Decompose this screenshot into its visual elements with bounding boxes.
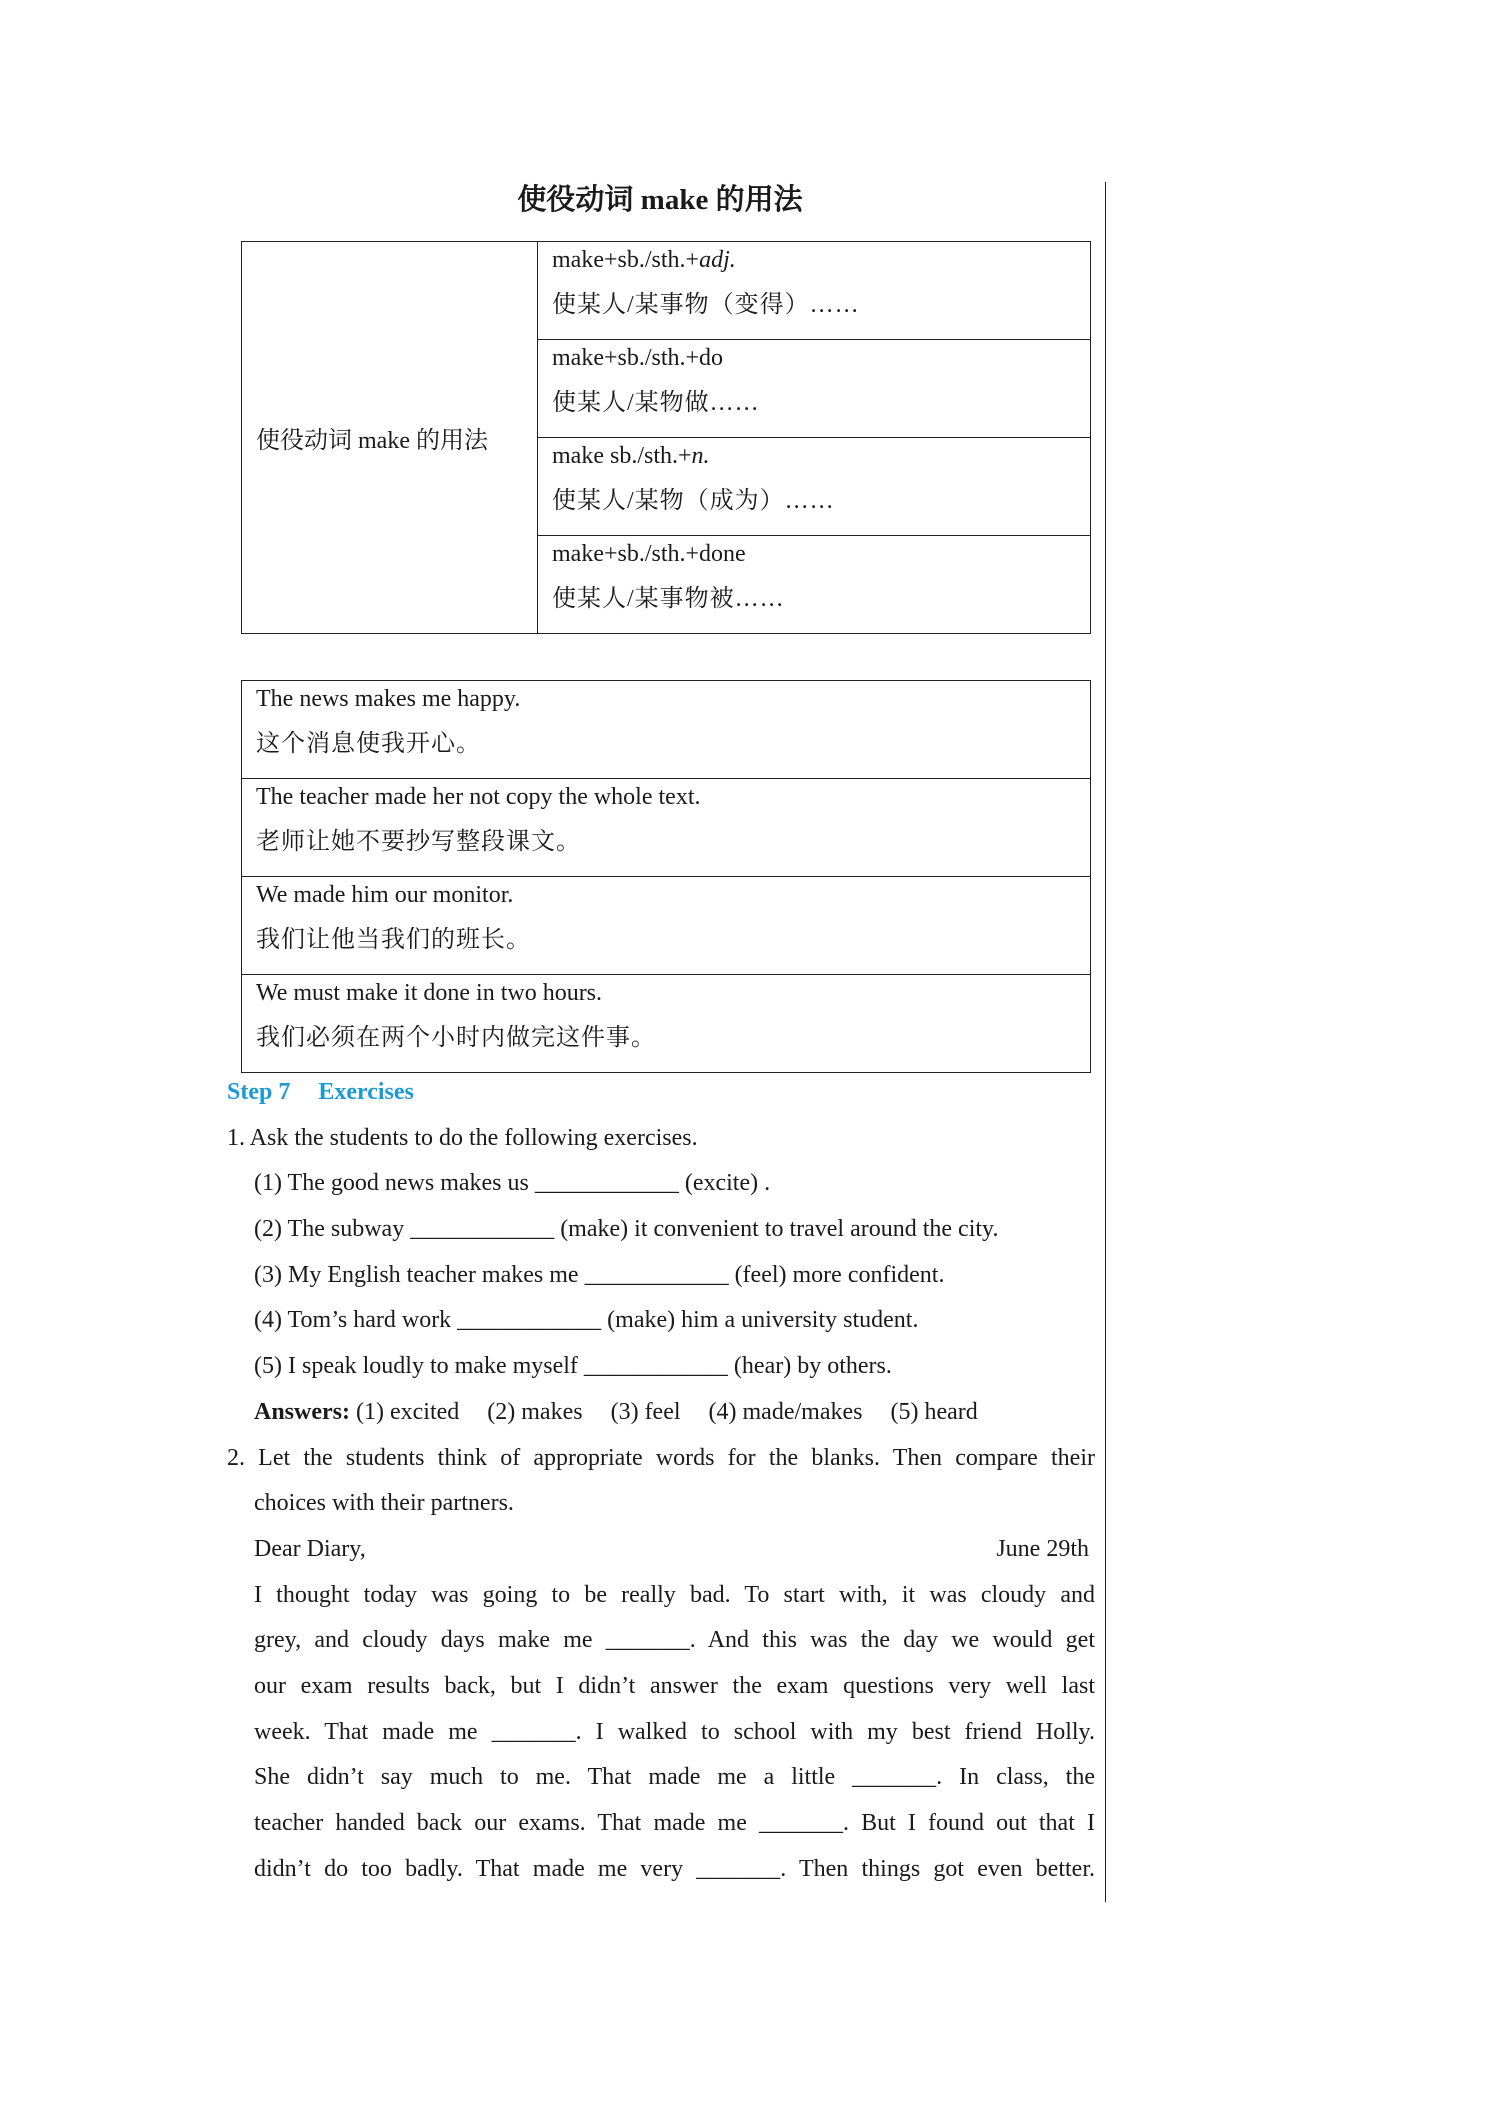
answer: (4) made/makes: [708, 1398, 863, 1425]
usage-pattern: make+sb./sth.+do: [552, 345, 724, 371]
usage-row: [538, 340, 1091, 438]
usage-row: [538, 438, 1091, 536]
usage-meaning: 使某人/某物做……: [552, 390, 760, 416]
exercise-item: (2) The subway ____________ (make) it convenient to travel around the city.: [254, 1216, 999, 1243]
step-number: Step 7: [227, 1079, 291, 1105]
exercise2-intro-cont: choices with their partners.: [254, 1490, 514, 1517]
example-row: [242, 975, 1091, 1073]
diary-header: [227, 1527, 1095, 1573]
example-english: We made him our monitor.: [256, 882, 514, 908]
step-heading: [227, 1070, 1095, 1116]
usage-pattern: make+sb./sth.+: [552, 247, 700, 273]
page-margin-line: [1105, 182, 1106, 1902]
answer: (3) feel: [610, 1398, 681, 1425]
answer: (1) excited: [356, 1398, 460, 1425]
answer: (5) heard: [890, 1398, 978, 1425]
step-name: Exercises: [318, 1079, 414, 1105]
examples-table: [241, 680, 1091, 1073]
example-chinese: 我们必须在两个小时内做完这件事。: [256, 1025, 656, 1051]
answers-label: Answers:: [254, 1398, 350, 1425]
example-row: [242, 877, 1091, 975]
usage-row: [538, 536, 1091, 634]
example-english: The news makes me happy.: [256, 686, 521, 712]
example-chinese: 老师让她不要抄写整段课文。: [256, 829, 581, 855]
page-title: 使役动词 make 的用法: [517, 184, 803, 216]
diary-line: our exam results back, but I didn’t answer the exam questions very well last: [254, 1672, 1095, 1699]
usage-pattern: make sb./sth.+: [552, 443, 692, 469]
usage-pattern: make+sb./sth.+done: [552, 541, 746, 567]
exercise2-intro: 2. Let the students think of appropriate words for the blanks. Then compare their: [227, 1444, 1095, 1471]
usage-meaning: 使某人/某物（成为）……: [552, 488, 835, 514]
diary-greeting: Dear Diary,: [254, 1535, 366, 1562]
exercise-item: (4) Tom’s hard work ____________ (make) him a university student.: [254, 1307, 919, 1334]
answers-line: [227, 1390, 1095, 1436]
usage-meaning: 使某人/某事物（变得）……: [552, 292, 860, 318]
diary-line: grey, and cloudy days make me _______. And this was the day we would get: [254, 1627, 1095, 1654]
exercise-item: (5) I speak loudly to make myself ____________ (hear) by others.: [254, 1353, 892, 1380]
usage-row: [538, 242, 1091, 340]
diary-line: week. That made me _______. I walked to school with my best friend Holly.: [254, 1718, 1095, 1745]
usage-table-label: 使役动词 make 的用法: [242, 242, 538, 634]
diary-line: teacher handed back our exams. That made me _______. But I found out that I: [254, 1810, 1095, 1836]
diary-line: I thought today was going to be really bad. To start with, it was cloudy and: [254, 1581, 1095, 1608]
exercise-item: (3) My English teacher makes me ____________ (feel) more confident.: [254, 1261, 945, 1288]
answer: (2) makes: [487, 1398, 583, 1425]
usage-pattern-italic: adj.: [699, 247, 736, 273]
usage-pattern-italic: n.: [691, 443, 710, 469]
diary-line: She didn’t say much to me. That made me a little _______. In class, the: [254, 1764, 1095, 1791]
usage-table: [241, 241, 1091, 634]
example-chinese: 这个消息使我开心。: [256, 731, 481, 757]
exercise-section: [227, 1070, 1095, 1892]
example-row: [242, 779, 1091, 877]
example-english: We must make it done in two hours.: [256, 980, 603, 1006]
example-chinese: 我们让他当我们的班长。: [256, 927, 531, 953]
usage-meaning: 使某人/某事物被……: [552, 586, 785, 612]
diary-date: June 29th: [996, 1535, 1089, 1562]
example-row: [242, 681, 1091, 779]
exercise-item: (1) The good news makes us ____________ (excite) .: [254, 1170, 771, 1197]
exercise1-intro: 1. Ask the students to do the following exercises.: [227, 1124, 698, 1151]
diary-line: didn’t do too badly. That made me very _______. Then things got even better.: [254, 1855, 1095, 1882]
example-english: The teacher made her not copy the whole text.: [256, 784, 701, 810]
